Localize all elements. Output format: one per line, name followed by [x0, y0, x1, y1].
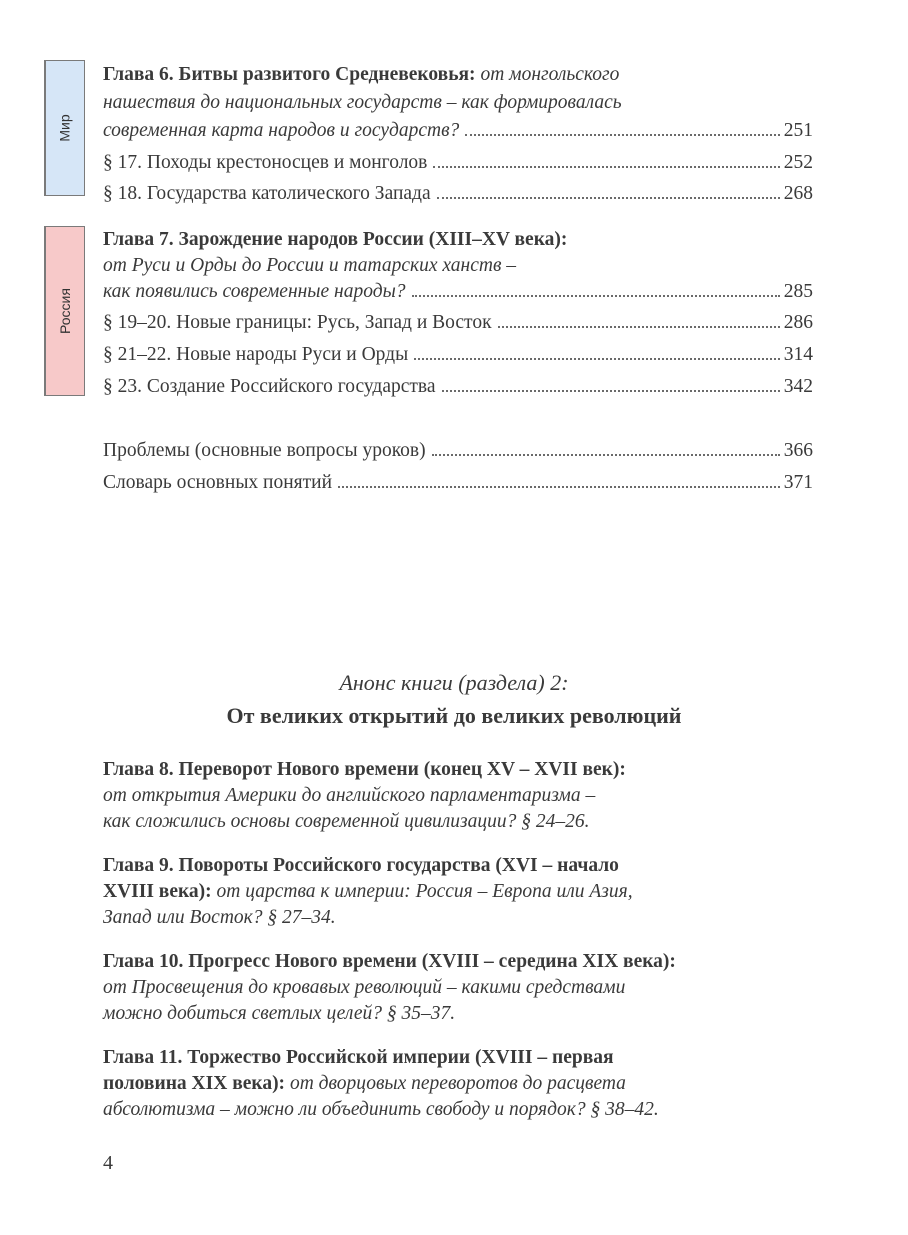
toc-ch7-subtitle-line1: от Руси и Орды до России и татарских ханств –: [103, 255, 517, 276]
dot-leader: [498, 326, 780, 328]
toc-item: [103, 341, 813, 369]
dot-leader: [412, 295, 780, 297]
toc-ch6-title: Глава 6. Битвы развитого Средневековья:: [103, 64, 476, 85]
toc-ch6-subtitle-line3: [103, 117, 813, 145]
toc-extra-label: Словарь основных понятий: [103, 472, 333, 493]
section-tab-russia-label: Россия: [57, 288, 74, 334]
anons-ch8-title: Глава 8. Переворот Нового времени (конец XV – XVII век):: [103, 759, 626, 780]
toc-item-page: 286: [783, 312, 813, 333]
section-tab-world: [44, 60, 85, 196]
anons-ch9-line2-bold: XVIII века):: [103, 881, 212, 902]
anons-ch10-line2: от Просвещения до кровавых революций – какими средствами: [103, 977, 626, 998]
dot-leader: [442, 390, 780, 392]
anons-ch11-line2-bold: половина XIX века):: [103, 1073, 286, 1094]
anons-ch9-title: Глава 9. Повороты Российского государства (XVI – начало: [103, 855, 619, 876]
toc-item-label: § 19–20. Новые границы: Русь, Запад и Восток: [103, 312, 492, 333]
anons-ch8-line3: как сложились основы современной цивилизации? § 24–26.: [103, 811, 590, 832]
toc-ch6-subtitle-line2: нашествия до национальных государств – как формировалась: [103, 92, 622, 113]
toc-item-label: § 21–22. Новые народы Руси и Орды: [103, 344, 409, 365]
toc-item-page: 342: [783, 376, 813, 397]
section-tab-world-label: Мир: [57, 114, 73, 142]
toc-item-label: § 23. Создание Российского государства: [103, 376, 436, 397]
toc-item: [103, 373, 813, 401]
toc-item: [103, 180, 813, 208]
toc-extra-label: Проблемы (основные вопросы уроков): [103, 440, 426, 461]
section-tab-russia: [44, 226, 85, 396]
toc-item-page: 252: [783, 152, 813, 173]
dot-leader: [437, 197, 780, 199]
toc-ch7-title: Глава 7. Зарождение народов России (XIII–XV века):: [103, 229, 568, 250]
page-number: 4: [103, 1152, 113, 1174]
toc-item-label: § 17. Походы крестоносцев и монголов: [103, 152, 428, 173]
anons-ch11-line2: [103, 1070, 813, 1098]
toc-extra-page: 366: [783, 440, 813, 461]
dot-leader: [414, 358, 780, 360]
toc-ch7-subtitle-line2: [103, 278, 813, 306]
dot-leader: [465, 134, 779, 136]
anons-ch11-title: Глава 11. Торжество Российской империи (XVIII – первая: [103, 1047, 614, 1068]
toc-ch6-subtitle-part1: от монгольского: [480, 64, 620, 85]
anons-title: Анонс книги (раздела) 2:: [339, 670, 569, 695]
toc-item-page: 268: [783, 183, 813, 204]
anons-ch9-line2-ital: от царства к империи: Россия – Европа или Азия,: [216, 881, 633, 902]
anons-ch11-line3: абсолютизма – можно ли объединить свободу и порядок? § 38–42.: [103, 1099, 659, 1120]
dot-leader: [433, 166, 779, 168]
toc-item: [103, 309, 813, 337]
toc-ch7-subtitle-part2: как появились современные народы?: [103, 281, 406, 302]
toc-ch6-subtitle-part3: современная карта народов и государств?: [103, 120, 460, 141]
toc-extra-item: [103, 437, 813, 465]
toc-item-page: 314: [783, 344, 813, 365]
anons-ch11-line2-ital: от дворцовых переворотов до расцвета: [289, 1073, 626, 1094]
anons-ch9-line3: Запад или Восток? § 27–34.: [103, 907, 336, 928]
anons-subtitle: От великих открытий до великих революций: [226, 703, 682, 728]
toc-item-label: § 18. Государства католического Запада: [103, 183, 431, 204]
dot-leader: [338, 486, 780, 488]
anons-ch10-title: Глава 10. Прогресс Нового времени (XVIII – середина XIX века):: [103, 951, 676, 972]
toc-item: [103, 149, 813, 177]
toc-ch6-page: 251: [783, 120, 813, 141]
toc-ch7-page: 285: [783, 281, 813, 302]
anons-ch8-line2: от открытия Америки до английского парламентаризма –: [103, 785, 596, 806]
dot-leader: [432, 454, 780, 456]
toc-extra-item: [103, 469, 813, 497]
anons-ch9-line2: [103, 878, 813, 906]
anons-ch10-line3: можно добиться светлых целей? § 35–37.: [103, 1003, 456, 1024]
toc-ch6-title-line: [103, 61, 813, 89]
toc-extra-page: 371: [783, 472, 813, 493]
